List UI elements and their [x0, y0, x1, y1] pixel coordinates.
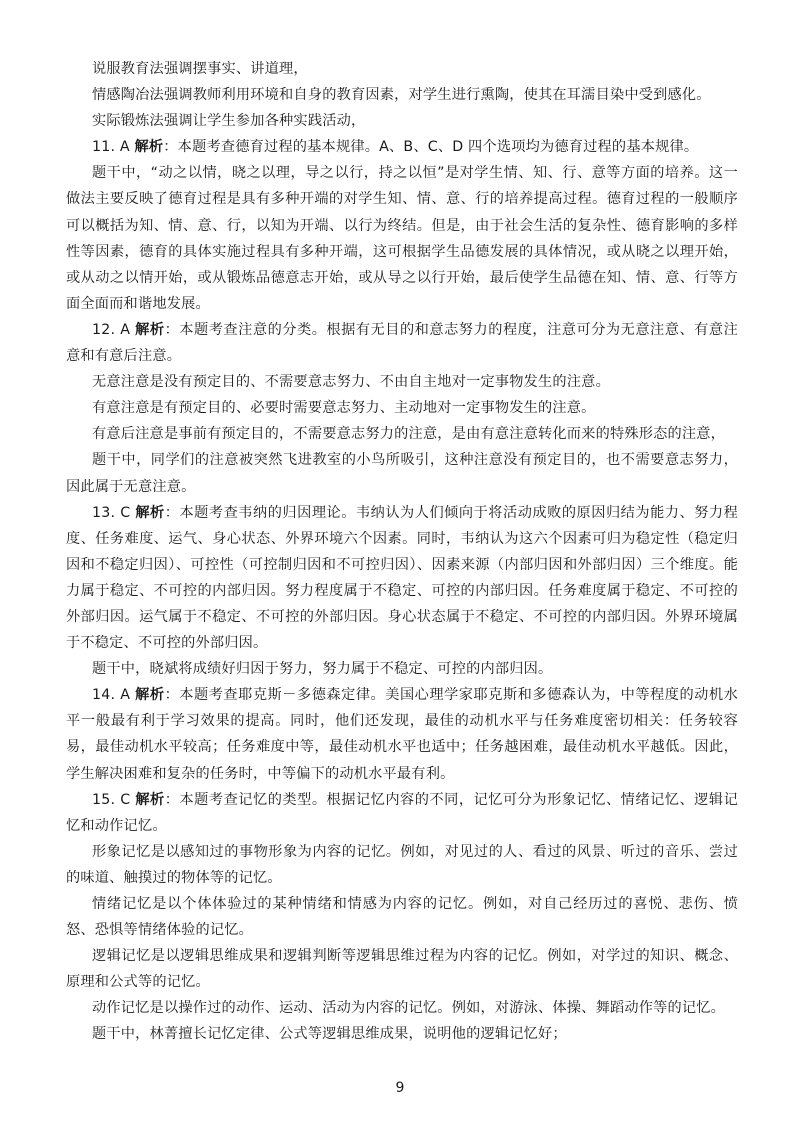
body-paragraph: 形象记忆是以感知过的事物形象为内容的记忆。例如，对见过的人、看过的风景、听过的音乐、尝过的味道、触摸过的物体等的记忆。: [66, 843, 738, 886]
body-paragraph: 题干中，“动之以情，晓之以理，导之以行，持之以恒”是对学生情、知、行、意等方面的培养。这一做法主要反映了德育过程是具有多种开端的对学生知、情、意、行的培养提高过程。德育过程的一般顺序可以概括为知、情、意、行，以知为开端、以行为终结。但是，由于社会生活的复杂性、德育影响的多样性等因素，德育的具体实施过程具有多种开端，这可根据学生品德发展的具体情况，或从晓之以理开始，或从动之以情开始，或从锻炼品德意志开始，或从导之以行开始，最后使学生品德在知、情、意、行等方面全面而和谐地发展。: [66, 165, 738, 312]
question-number: 13.: [92, 504, 116, 521]
explanation-text: ：本题考查耶克斯－多德森定律。美国心理学家耶克斯和多德森认为，中等程度的动机水平一般最有利于学习效果的提高。同时，他们还发现，最佳的动机水平与任务难度密切相关：任务较容易，最佳动机水平较高；任务难度中等，最佳动机水平也适中；任务越困难，最佳动机水平越低。因此，学生解决困难和复杂的任务时，中等偏下的动机水平最有利。: [66, 687, 738, 782]
body-paragraph: 实际锻炼法强调让学生参加各种实践活动，: [92, 113, 366, 130]
explanation-text: ：本题考查韦纳的归因理论。韦纳认为人们倾向于将活动成败的原因归结为能力、努力程度、任务难度、运气、身心状态、外界环境六个因素。同时，韦纳认为这六个因素可归为稳定性（稳定归因和不稳定归因）、可控性（可控制归因和不可控归因）、因素来源（内部归因和外部归因）三个维度。能力属于稳定、不可控的内部归因。努力程度属于不稳定、可控的内部归因。任务难度属于稳定、不可控的外部归因。运气属于不稳定、不可控的外部归因。身心状态属于不稳定、不可控的内部归因。外界环境属于不稳定、不可控的外部归因。: [66, 504, 738, 652]
body-paragraph: 逻辑记忆是以逻辑思维成果和逻辑判断等逻辑思维过程为内容的记忆。例如，对学过的知识、概念、原理和公式等的记忆。: [66, 948, 738, 991]
question-number: 14.: [92, 687, 116, 704]
question-number: 12.: [92, 321, 116, 338]
explanation-text: ：本题考查德育过程的基本规律。A、B、C、D 四个选项均为德育过程的基本规律。: [163, 139, 699, 156]
question-number: 15.: [92, 791, 116, 808]
body-paragraph: 动作记忆是以操作过的动作、运动、活动为内容的记忆。例如，对游泳、体操、舞蹈动作等的记忆。: [92, 1000, 726, 1017]
answer-choice: C: [120, 504, 131, 521]
explanation-label: 解析: [134, 139, 164, 156]
answer-explanation: [66, 682, 738, 786]
page-number: 9: [395, 1080, 405, 1096]
body-paragraph: 题干中，同学们的注意被突然飞进教室的小鸟所吸引，这种注意没有预定目的，也不需要意志努力，因此属于无意注意。: [66, 452, 738, 495]
body-paragraph: 有意注意是有预定目的、必要时需要意志努力、主动地对一定事物发生的注意。: [92, 400, 596, 417]
answer-explanation: [66, 134, 738, 160]
explanation-label: 解析: [135, 687, 165, 704]
body-paragraph: 情感陶冶法强调教师利用环境和自身的教育因素，对学生进行熏陶，使其在耳濡目染中受到感化。: [92, 87, 711, 104]
explanation-label: 解析: [135, 791, 165, 808]
answer-explanation: [66, 500, 738, 657]
body-paragraph: 有意后注意是事前有预定目的，不需要意志努力的注意，是由有意注意转化而来的特殊形态的注意，: [92, 426, 726, 443]
answer-explanation: [66, 787, 738, 839]
explanation-text: ：本题考查记忆的类型。根据记忆内容的不同，记忆可分为形象记忆、情绪记忆、逻辑记忆和动作记忆。: [66, 791, 738, 834]
answer-choice: A: [120, 321, 131, 338]
answer-choice: A: [120, 687, 131, 704]
explanation-text: ：本题考查注意的分类。根据有无目的和意志努力的程度，注意可分为无意注意、有意注意和有意后注意。: [66, 321, 738, 365]
body-paragraph: 题干中，晓斌将成绩好归因于努力，努力属于不稳定、可控的内部归因。: [92, 661, 553, 678]
document-body: [66, 56, 738, 1048]
body-paragraph: 情绪记忆是以个体体验过的某种情绪和情感为内容的记忆。例如，对自己经历过的喜悦、悲伤、愤怒、恐惧等情绪体验的记忆。: [66, 896, 738, 939]
body-paragraph: 说服教育法强调摆事实、讲道理，: [92, 61, 308, 77]
answer-choice: A: [119, 139, 130, 156]
question-number: 11.: [92, 139, 116, 156]
answer-choice: C: [120, 791, 131, 808]
answer-explanation: [66, 317, 738, 369]
body-paragraph: 无意注意是没有预定目的、不需要意志努力、不由自主地对一定事物发生的注意。: [92, 374, 610, 391]
explanation-label: 解析: [135, 504, 165, 521]
explanation-label: 解析: [135, 321, 165, 338]
body-paragraph: 题干中，林菁擅长记忆定律、公式等逻辑思维成果，说明他的逻辑记忆好；: [92, 1026, 567, 1043]
